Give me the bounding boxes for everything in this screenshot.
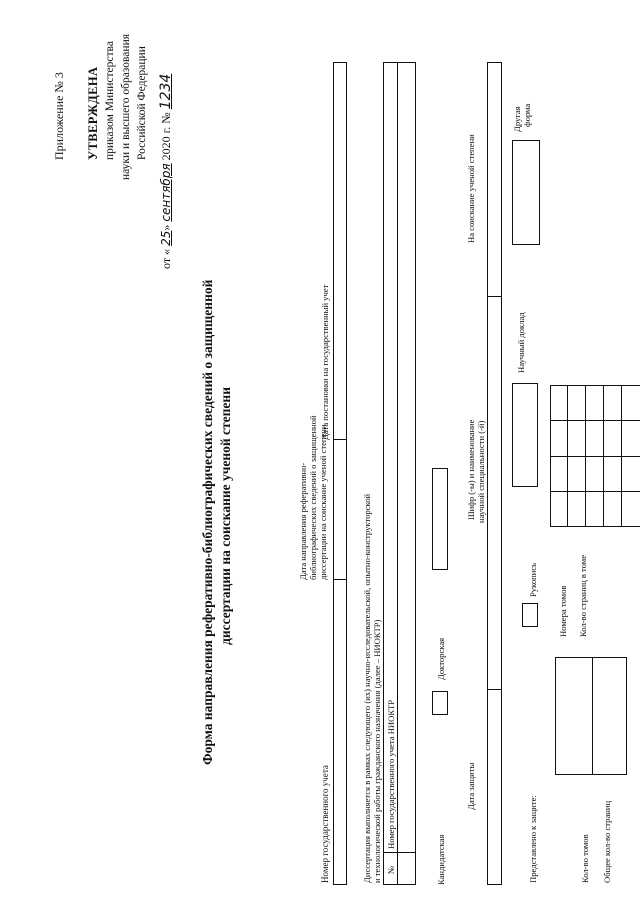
- reg-date-label: Дата постановки на государственный учет: [320, 284, 330, 440]
- total-pages-label: Общее кол-во страниц: [602, 800, 612, 883]
- presented-label: Представлено к защите:: [528, 795, 538, 883]
- niokr-col-divider: [383, 852, 416, 853]
- grid-col-2: [550, 456, 640, 457]
- doctoral-label: Докторская: [436, 637, 446, 680]
- defense-table: [487, 62, 502, 885]
- approved-heading: УТВЕРЖДЕНА: [86, 66, 100, 160]
- volume-count-divider: [592, 657, 593, 775]
- defense-divider-2: [487, 296, 502, 297]
- grid-col-1: [550, 491, 640, 492]
- doctoral-checkbox[interactable]: [432, 468, 448, 570]
- manuscript-label: Рукопись: [528, 562, 538, 597]
- niokr-col-number: Номер государственного учета НИОКТР: [386, 699, 396, 849]
- order-number: 1234: [158, 73, 174, 110]
- volume-count-box[interactable]: [555, 657, 627, 775]
- date-month: сентября: [159, 163, 173, 222]
- manuscript-checkbox[interactable]: [522, 603, 538, 627]
- registration-table: [333, 62, 347, 885]
- date-day: 25: [159, 230, 173, 246]
- send-date-line-1: Дата направления реферативно-: [298, 462, 308, 580]
- niokr-header-line: [397, 62, 398, 885]
- niokr-col-no: №: [386, 865, 396, 874]
- date-year: 2020 г. №: [159, 112, 173, 161]
- send-date-line-2: библиографических сведений о защищенной: [308, 415, 318, 580]
- pages-in-volume-label: Кол-во страниц в томе: [578, 554, 588, 637]
- volume-count-label: Кол-во томов: [580, 834, 590, 883]
- manuscript-box[interactable]: [512, 383, 538, 487]
- niokr-intro-line-1: Диссертация выполняется в рамках следующего (их) научно-исследовательской, опытно-конструкторской: [362, 493, 372, 883]
- form-title-line-1: Форма направления реферативно-библиографических сведений о защищенной: [200, 279, 215, 765]
- reg-divider-1: [333, 579, 347, 580]
- date-prefix: от «: [159, 248, 173, 269]
- other-form-line-1: Другая: [512, 106, 522, 132]
- cipher-label-line-1: Шифр (-ы) и наименование: [466, 419, 476, 520]
- approval-date: [158, 74, 174, 269]
- other-form-line-2: форма: [522, 103, 532, 127]
- report-label: Научный доклад: [516, 312, 526, 373]
- appendix-label: Приложение № 3: [52, 72, 66, 160]
- niokr-intro-line-2: и технологической работы гражданского назначения (далее – НИОКТР): [372, 619, 382, 883]
- cipher-label-line-2: научной специальности (-й): [476, 420, 486, 523]
- report-box[interactable]: [512, 140, 540, 245]
- volume-numbers-label: Номера томов: [558, 585, 568, 637]
- approval-line-3: Российской Федерации: [136, 46, 148, 160]
- approval-line-1: приказом Министерства: [104, 41, 116, 160]
- for-degree-label: На соискание ученой степени: [466, 134, 476, 243]
- candidate-checkbox[interactable]: [432, 691, 448, 715]
- send-date-line-3: диссертации на соискание ученой степени: [318, 424, 328, 580]
- grid-col-3: [550, 420, 640, 421]
- defense-date-label: Дата защиты: [466, 762, 476, 810]
- date-mid: »: [159, 224, 173, 231]
- reg-divider-2: [333, 439, 347, 440]
- defense-divider-1: [487, 689, 502, 690]
- form-title-line-2: диссертации на соискание ученой степени: [218, 387, 233, 645]
- approval-line-2: науки и высшего образования: [120, 33, 132, 180]
- candidate-label: Кандидатская: [436, 834, 446, 885]
- reg-number-label: Номер государственного учета: [320, 765, 330, 883]
